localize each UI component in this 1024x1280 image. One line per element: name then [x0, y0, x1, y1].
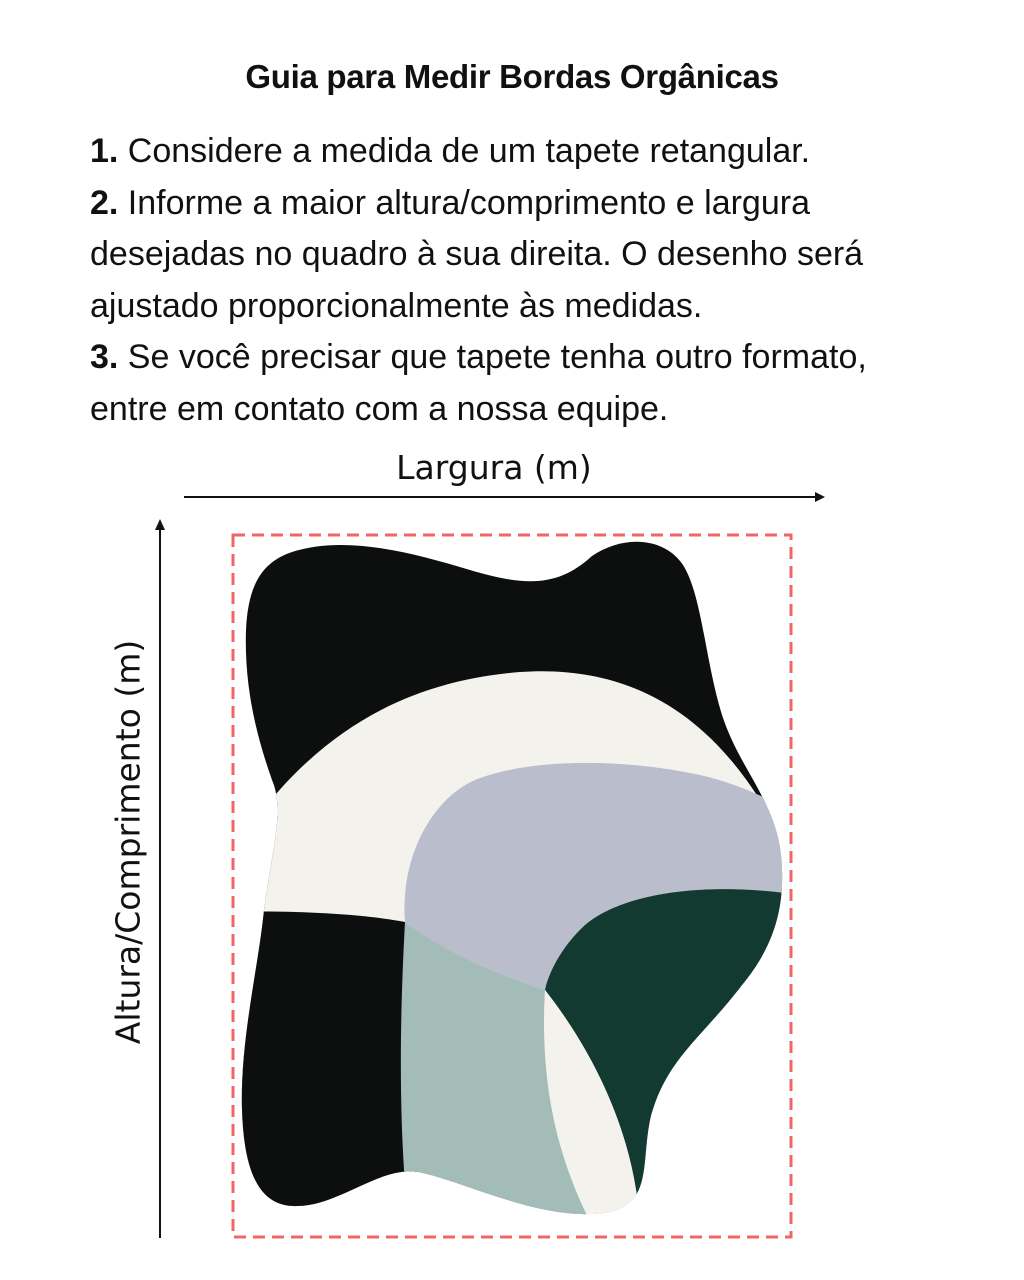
rug-sage-block [401, 922, 600, 1240]
organic-rug-image [230, 520, 800, 1240]
rug-cream-wedge [544, 990, 640, 1240]
step-number: 1. [90, 132, 119, 170]
rug-dark-green-block [545, 889, 800, 1240]
instruction-step-3 [90, 332, 950, 435]
height-label: Altura/Comprimento (m) [108, 639, 148, 1045]
step-text: Considere a medida de um tapete retangular. [118, 132, 811, 170]
width-arrowhead-icon [815, 492, 825, 502]
instruction-step-1 [90, 126, 950, 178]
instruction-list [90, 126, 950, 435]
width-label: Largura (m) [396, 448, 592, 487]
step-text: Informe a maior altura/comprimento e largura desejadas no quadro à sua direita. O desenho será ajustado proporcionalmente às medidas. [90, 183, 864, 325]
rug-lavender-band [404, 763, 800, 990]
step-number: 2. [90, 183, 119, 222]
instruction-step-2 [90, 178, 950, 333]
rug-cream-arch [230, 671, 800, 1240]
step-number: 3. [90, 338, 119, 376]
bounding-frame [233, 535, 791, 1237]
page-title: Guia para Medir Bordas Orgânicas [245, 58, 779, 95]
step-text: Se você precisar que tapete tenha outro formato, entre em contato com a nossa equipe. [90, 338, 867, 428]
rug-black-base [230, 520, 800, 1240]
height-arrowhead-icon [155, 519, 165, 530]
rug-black-lower [230, 912, 420, 1240]
